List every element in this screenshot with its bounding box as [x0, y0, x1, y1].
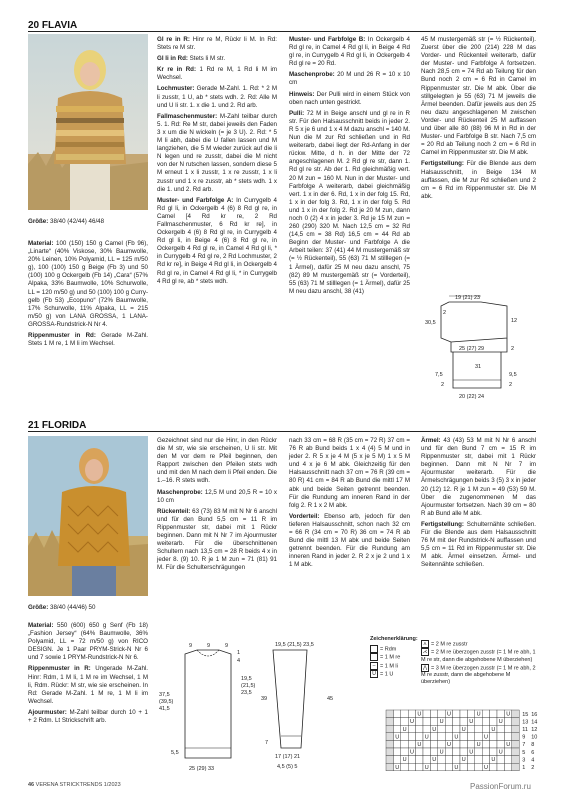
chart-cell [467, 756, 474, 764]
chart-cell [460, 740, 467, 748]
sch1-small: 12 [511, 318, 518, 324]
legend-item: = Rdm [370, 645, 420, 653]
chart-cell [512, 725, 519, 733]
chart-cell [460, 763, 467, 771]
chart-cell [416, 763, 423, 771]
legend-item: = 1 M re [370, 653, 420, 661]
section2-col2: Gezeichnet sind nur die Hinr, in den Rückr die M str, wie sie erscheinen, U li str. Mit den M vor dem re Pfeil beginnen, den Rapport zwischen den Pfeilen stets wdh und mit den M nach dem li Pfeil enden. Die 1.–16. R stets wdh. Maschenprobe: 12,5 M und 20,5 R = 10 x 10 cm Rückenteil: 63 (73) 83 M mit N Nr 6 anschl und für den Bund 5,5 cm = 11 R im Rippenmuster str, dabei mit 1 Rückr beginnen. Dann mit N Nr 7 im Ajourmuster weiterarb. Für die überschnittenen Schultern nach 13,5 cm = 28 R beids 4 x in jeder 8. (9) 10. R je 1 M zun = 71 (81) 91 M. Für die Schulterschrägungen [157, 437, 277, 572]
chart-cell [386, 748, 393, 756]
chart-cell [423, 710, 430, 718]
chart-cell [438, 733, 445, 741]
chart-cell [401, 740, 408, 748]
chart-cell [490, 710, 497, 718]
sch2-srib: 7 [265, 740, 269, 746]
chart-symbol: U [410, 719, 414, 726]
chart-symbol: U [424, 734, 429, 741]
chart-symbol: U [498, 749, 503, 756]
legend-title: Zeichenerklärung: [370, 636, 418, 642]
chart-symbol: U [476, 711, 481, 718]
chart-symbol: U [402, 726, 407, 733]
chart-cell [453, 725, 460, 733]
chart-cell [401, 733, 408, 741]
sch1-top: 19 (21) 23 [455, 295, 481, 301]
sch2-tm: 9 [207, 643, 211, 649]
chart-cell [401, 718, 408, 726]
chart-cell [430, 763, 437, 771]
chart-cell [475, 756, 482, 764]
chart-cell [453, 718, 460, 726]
chart-symbol: U [506, 711, 511, 718]
chart-cell [408, 733, 415, 741]
chart-symbol: U [454, 764, 459, 771]
chart-cell [416, 733, 423, 741]
chart-symbol: U [491, 726, 496, 733]
sch2-tr: 9 [225, 643, 229, 649]
chart-cell [497, 740, 504, 748]
legend-left [370, 636, 420, 679]
chart-cell [416, 718, 423, 726]
sch1-left: 30,5 [425, 320, 436, 326]
chart-cell [475, 718, 482, 726]
chart-cell [401, 710, 408, 718]
chart-symbol: U [491, 757, 496, 764]
chart-cell [453, 756, 460, 764]
section2-rule [28, 431, 536, 432]
section2-col1: Material: 550 (600) 650 g Senf (Fb 18) „Fashion Jersey“ (64% Baumwolle, 36% Polyamid, LL = 72 m/50 g) von RICO DESIGN. Je 1 Paar PRYM-Strick-N Nr 6 und 7 sowie 1 PRYM-Rundstrick-N Nr 6. Rippenmuster in R: Ungerade M-Zahl. Hinr: Rdm, 1 M li, 1 M re im Wechsel, 1 M li, Rdm. Rückr: M str, wie sie erscheinen. In Rd: Gerade M-Zahl. 1 M re, 1 M li im Wechsel. Ajourmuster: M-Zahl teilbar durch 10 + 1 + 2 Rdm. Lt Strickschrift arb. [28, 622, 148, 725]
chart-cell [386, 733, 393, 741]
sch1-lowleft2: 2 [441, 382, 445, 388]
section1-col4: 45 M mustergemäß str (= ½ Rückenteil). Zuerst über die 200 (214) 228 M das Vorder- und Rückenteil weiterarb, dafür der Muster- und Farbfolge A fortsetzen. Nach 28,5 cm = 74 Rd ab Teilung für den Bund noch 2 cm = 6 Rd in Camel im Rippenmuster str. Die M abk. Über die stillgelegten je 55 (63) 71 M jeweils die Ärmel beenden. Dafür jeweils aus den 25 neu dazu angeschlagenen M zwischen Vorder- und Rückenteil 25 M auffassen und über alle 80 (88) 96 M in Rd in der Muster- und Farbfolge B str. Nach 7,5 cm = 20 Rd ab Teilung noch 2 cm = 6 Rd in Camel im Rippenmuster str. Die M abk. Fertigstellung: Für die Blende aus dem Halsausschnitt, in Beige 134 M auffassen, die M zur Rd schließen und 2 cm = 6 Rd im Rippenmuster str. Die M abk. [421, 36, 536, 200]
chart-row-label-right: 16 [531, 711, 538, 718]
chart-cell [408, 740, 415, 748]
chart-cell [512, 748, 519, 756]
chart-cell [504, 733, 511, 741]
chart-cell [482, 748, 489, 756]
chart-symbol: U [461, 726, 466, 733]
chart-row-label: 11 [522, 727, 528, 733]
chart-cell [423, 725, 430, 733]
chart-row-label-right: 4 [531, 757, 535, 764]
sch2-d1: 1 [237, 650, 241, 656]
chart-cell [504, 725, 511, 733]
sch2-stop: 19,5 (21,5) 23,5 [275, 642, 314, 648]
florida-photo [28, 436, 148, 596]
sch1-sleeve: 25 (27) 29 [459, 346, 485, 352]
chart-cell [460, 748, 467, 756]
legend-item: U = 1 U [370, 670, 420, 678]
chart-cell [497, 756, 504, 764]
legend-item: ⋌ = 2 M re überzogen zusstr (= 1 M re abh, 1 M re str, dann die abgehobene M überziehen) [421, 649, 536, 663]
chart-cell [445, 748, 452, 756]
section1-col2: Gl re in R: Hinr re M, Rückr li M. In Rd: Stets re M str. Gl li in Rd: Stets li M str. Kr re in Rd: 1 Rd re M, 1 Rd li M im Wechsel. Lochmuster: Gerade M-Zahl. 1. Rd: * 2 M li zusstr, 1 U, ab * stets wdh. 2. Rd: Alle M und U li str. 1. x die 1. und 2. Rd arb. Fallmaschenmuster: M-Zahl teilbar durch 5. 1. Rd: Re M str, dabei jeweils den Faden 3 x um die N wickeln (= je 3 U). 2. Rd: * 5 M li abh, dabei die U fallen lassen und M langziehen, die 5 M wieder zurück auf die li N legen und re zusstr, dabei die M nicht von der N rutschen lassen, sondern diese 5 M erneut 1 x li zusstr, 1 x re zusstr, 1 x li zusstr und 1 x re zusstr, ab * stets wdh. 1 x die 1. und 2. Rd arb. Muster- und Farbfolge A: In Currygelb 4 Rd gl li, in Ockergelb 4 (6) 8 Rd gl re, in Camel [4 Rd kr re, 2 Rd Fallmaschenmuster, 6 Rd kr re], in Ockergelb 4 (6) 8 Rd gl re, in Currygelb 4 Rd gl li, in Beige 4 (6) 8 Rd gl re, in Ockergelb 4 Rd gl re, in Camel 4 Rd gl li, * in Currygelb 4 Rd gl re, 2 Rd Lochmuster, 2 Rd kr re], in Beige 4 Rd gl li, in Ockergelb 4 Rd gl re, in Camel 4 Rd gl li, * in Currygelb 4 Rd gl re, ab * stets wdh. [157, 36, 277, 285]
chart-cell [416, 748, 423, 756]
chart-cell [445, 718, 452, 726]
chart-cell [460, 710, 467, 718]
chart-cell [430, 748, 437, 756]
chart-cell [393, 710, 400, 718]
chart-cell [423, 748, 430, 756]
chart-cell [430, 740, 437, 748]
chart-cell [438, 763, 445, 771]
chart-cell [512, 740, 519, 748]
sch2-sb: 5,5 [171, 750, 179, 756]
chart-cell [512, 733, 519, 741]
sch2-sh2: (21,5) [241, 683, 256, 689]
chart-cell [482, 718, 489, 726]
chart-symbol: U [417, 711, 422, 718]
footer [28, 782, 121, 788]
chart-cell [475, 763, 482, 771]
sch1-bottom: 20 (22) 24 [459, 394, 485, 400]
chart-symbol: U [402, 757, 407, 764]
section1-size: Größe: 38/40 (42/44) 46/48 [28, 218, 105, 225]
sch2-l2: (39,5) [159, 699, 174, 705]
chart-cell [423, 718, 430, 726]
chart-row-label: 5 [522, 749, 526, 756]
chart-cell [401, 748, 408, 756]
sch1-right: 2 [511, 346, 515, 352]
chart-symbol: U [506, 742, 511, 748]
section2-title: 21 FLORIDA [28, 420, 87, 431]
chart-symbol: U [469, 749, 474, 756]
chart-cell [416, 725, 423, 733]
chart-row-label: 1 [522, 765, 526, 771]
section1-col3: Muster- und Farbfolge B: In Ockergelb 4 Rd gl re, in Camel 4 Rd gl li, in Beige 4 Rd gl re, in Currygelb 4 Rd gl li, in Ockergelb 4 Rd gl re = 20 Rd. Maschenprobe: 20 M und 26 R = 10 x 10 cm Hinweis: Der Pulli wird in einem Stück von oben nach unten gestrickt. Pulli: 72 M in Beige anschl und gl re in R str. Für den Halsausschnitt beids in jeder 2. R 5 x je 6 und 1 x 4 M dazu anschl = 140 M. Nun die M zur Rd schließen und in Rd weiterarb, dabei liegt der Rd-Anfang in der rückw. Mitte, d h. in der Mitte der 72 angeschlagenen M. 2 Rd gl re str, dann 1. Rd gl re str. Ab der 1. Rd gleichmäßig vert. 20 M zun = 160 M. Nun in der Muster- und Farbfolge A weiterarb, dabei gleichmäßig vert. 1 x in der 6. Rd, 1 x in der folg 15. Rd, 1 x in der folg 3. Rd, 1 x in der folg 5. Rd und 1 x in der folg 2. Rd je 20 M zun, dann noch 0 (2) 4 x in jeder 3. Rd je 15 M zun = 260 (290) 320 M. Nach 12,5 cm = 32 Rd (14,5 cm = 38 Rd) 16,5 cm = 44 Rd ab Beginn der Muster- und Farbfolge A die Arbeit teilen: 37 (41) 44 M mustergemäß str (= ½ Rückenteil), 55 (63) 71 M stilllegen (= 1 Ärmel), dafür 25 M neu dazu anschl, 75 (82) 89 M mustergemäß str (= Vorderteil), 55 (63) 71 M stilllegen (= 1 Ärmel), dafür 25 M neu dazu anschl, 38 (41) [289, 36, 410, 295]
section2-col4: Ärmel: 43 (43) 53 M mit N Nr 6 anschl und für den Bund 7 cm = 15 R im Rippenmuster str, dabei mit 1 Rückr beginnen. Dann mit N Nr 7 im Ajourmuster weiterarb. Für die Ärmelschrägungen beids 3 (5) 3 x in jeder 20 (12) 12. R je 1 M zun = 49 (53) 59 M. Über die zugenommenen M das Ajourmuster fortsetzen. Nach 39 cm = 80 R ab Bund alle M abk. Fertigstellung: Schulternähte schließen. Für die Blende aus dem Halsausschnitt 76 M mit der Rundstrick-N auffassen und 5,5 cm = 11 Rd im Rippenmuster str. Die M abk. Ärmel einsetzen. Ärmel- und Seitennähte schließen. [421, 437, 536, 569]
watermark: PassionForum.ru [470, 782, 531, 791]
sch2-tl: 9 [189, 643, 193, 649]
chart-cell [512, 718, 519, 726]
chart-cell [490, 748, 497, 756]
chart-cell [445, 763, 452, 771]
chart-cell [490, 740, 497, 748]
chart-cell [386, 740, 393, 748]
chart-cell [475, 725, 482, 733]
chart-cell [386, 718, 393, 726]
chart-symbol: U [432, 726, 437, 733]
sch2-sh1: 19,5 [241, 676, 252, 682]
chart-cell [430, 733, 437, 741]
chart-row-label-right: 12 [531, 727, 538, 733]
sch1-rb: 9,5 [509, 372, 517, 378]
sch2-right: 45 [327, 696, 334, 702]
section1-title: 20 FLAVIA [28, 20, 78, 31]
chart-symbol: U [447, 742, 451, 748]
chart-symbol: U [484, 734, 488, 741]
sch2-l1: 37,5 [159, 692, 170, 698]
chart-cell [504, 748, 511, 756]
chart-cell [430, 710, 437, 718]
sch2-sr: 4,5 (5) 5 [277, 764, 298, 770]
chart-symbol: U [447, 711, 451, 718]
chart-row-label: 7 [522, 742, 526, 749]
chart-cell [416, 756, 423, 764]
chart-cell [460, 718, 467, 726]
chart-cell [445, 756, 452, 764]
chart-cell [512, 756, 519, 764]
sch2-sh3: 23,5 [241, 690, 252, 696]
chart-cell [408, 763, 415, 771]
sch1-rb2: 2 [509, 382, 513, 388]
chart-cell [386, 725, 393, 733]
chart-row-label: 3 [522, 757, 526, 764]
chart-symbol: U [432, 757, 437, 764]
chart-cell [438, 756, 445, 764]
chart-cell [445, 733, 452, 741]
chart-cell [445, 725, 452, 733]
chart-symbol: U [410, 749, 414, 756]
sch2-sbot: 17 (17) 21 [275, 754, 301, 760]
chart-cell [482, 756, 489, 764]
chart-cell [482, 725, 489, 733]
chart-cell [497, 725, 504, 733]
chart-cell [408, 756, 415, 764]
chart-cell [460, 733, 467, 741]
chart-cell [393, 725, 400, 733]
chart-cell [453, 710, 460, 718]
chart-row-label-right: 8 [531, 742, 535, 749]
chart-cell [423, 740, 430, 748]
chart-cell [504, 756, 511, 764]
florida-schematic [157, 640, 367, 778]
chart-cell [475, 748, 482, 756]
chart-cell [393, 756, 400, 764]
chart-cell [408, 710, 415, 718]
chart-symbol: U [424, 764, 429, 771]
chart-cell [430, 718, 437, 726]
chart-symbol: U [439, 719, 444, 726]
chart-cell [490, 733, 497, 741]
chart-row-label-right: 14 [531, 719, 538, 726]
chart-symbol: U [461, 757, 466, 764]
section2-col3: nach 33 cm = 68 R (35 cm = 72 R) 37 cm = 76 R ab Bund beids 1 x 4 (4) 5 M und in jeder 2. R 5 x je 4 M (5 x je 5 M) 1 x 5 M und 4 x je 6 M abk. Gleichzeitig für den Halsausschnitt nach 37 cm = 76 R (39 cm = 80 R) 41 cm = 84 R ab Bund die mittl 17 M abk und beide Seiten getrennt beenden. Für die Rundung am inneren Rand in der folg 2. R 1 x 2 M abk. Vorderteil: Ebenso arb, jedoch für den tieferen Halsausschnitt, schon nach 32 cm = 66 R (34 cm = 70 R) 36 cm = 74 R ab Bund die mittl 13 M abk und beide Seiten getrennt beenden. Für die Rundung am inneren Rand in jeder 2. R 2 x je 2 und 1 x 1 M abk. [289, 437, 410, 569]
legend-right [421, 640, 536, 686]
chart-row-label-right: 2 [531, 765, 535, 771]
sch2-l3: 41,5 [159, 706, 170, 712]
legend-item: ⋀ = 3 M re überzogen zusstr (= 1 M re abh, 2 M re zusstr, dann die abgehobene M überziehen) [421, 664, 536, 686]
chart-cell [512, 763, 519, 771]
chart-cell [497, 710, 504, 718]
sch2-d2: 4 [237, 658, 241, 664]
chart-cell [386, 710, 393, 718]
chart-symbol: U [439, 749, 444, 756]
knitting-chart [370, 706, 540, 776]
chart-cell [467, 710, 474, 718]
legend-item: – = 1 M li [370, 662, 420, 670]
section1-col1: Material: 100 (150) 150 g Camel (Fb 96), „Linarte“ (40% Viskose, 30% Baumwolle, 20% Leinen, 10% Polyamid, LL = 125 m/50 g), 100 (100) 150 g Beige (Fb 3) und 50 (100) 100 g Ockergelb (Fb 14) „Cara“ (57% Alpaka, 33% Baumwolle, 10% Schurwolle, LL = 120 m/50 g) und 50 (100) 100 g Currygelb (Fb 53) „Ecopuno“ (72% Baumwolle, 17% Schurwolle, 11% Alpaka, LL = 215 m/50 g) von LANA GROSSA, 1 LANA-GROSSA-Rundstrick-N Nr 4. Rippenmuster in Rd: Gerade M-Zahl. Stets 1 M re, 1 M li im Wechsel. [28, 240, 148, 348]
chart-row-label: 13 [522, 719, 529, 726]
chart-symbol: U [395, 764, 400, 771]
chart-cell [490, 718, 497, 726]
sch1-neck: 2 [443, 310, 447, 316]
chart-cell [453, 740, 460, 748]
chart-cell [438, 725, 445, 733]
chart-symbol: U [476, 742, 481, 748]
sch1-mid: 31 [475, 364, 482, 370]
chart-symbol: U [469, 719, 474, 726]
chart-cell [475, 733, 482, 741]
chart-symbol: U [395, 734, 400, 741]
chart-cell [467, 763, 474, 771]
section2-size: Größe: 38/40 (44/46) 50 [28, 604, 96, 611]
chart-cell [393, 740, 400, 748]
sch2-slen: 39 [261, 696, 268, 702]
chart-cell [490, 763, 497, 771]
chart-cell [512, 710, 519, 718]
chart-cell [401, 763, 408, 771]
chart-cell [467, 740, 474, 748]
chart-cell [438, 710, 445, 718]
page-number: 46 [28, 782, 35, 788]
flavia-photo [28, 34, 148, 210]
chart-cell [504, 718, 511, 726]
chart-symbol: U [417, 742, 422, 748]
chart-symbol: U [484, 764, 488, 771]
sch2-bottom: 25 (29) 33 [189, 766, 215, 772]
chart-cell [386, 756, 393, 764]
chart-cell [453, 748, 460, 756]
chart-cell [497, 733, 504, 741]
chart-row-label-right: 6 [531, 749, 535, 756]
legend-item: ⋏ = 2 M re zusstr [421, 640, 536, 648]
chart-cell [504, 763, 511, 771]
chart-cell [482, 710, 489, 718]
chart-row-label-right: 10 [531, 734, 538, 741]
chart-cell [467, 725, 474, 733]
flavia-schematic [421, 292, 536, 410]
chart-cell [423, 756, 430, 764]
magazine-name: VERENA STRICKTRENDS 1/2023 [35, 782, 121, 788]
chart-cell [438, 740, 445, 748]
chart-cell [386, 763, 393, 771]
section1-rule [28, 31, 536, 32]
chart-cell [393, 718, 400, 726]
chart-cell [393, 748, 400, 756]
chart-row-label: 15 [522, 711, 529, 718]
chart-symbol: U [498, 719, 503, 726]
chart-cell [497, 763, 504, 771]
chart-symbol: U [454, 734, 459, 741]
chart-cell [467, 733, 474, 741]
chart-row-label: 9 [522, 734, 526, 741]
sch1-lowleft: 7,5 [435, 372, 443, 378]
chart-cell [408, 725, 415, 733]
chart-cell [482, 740, 489, 748]
